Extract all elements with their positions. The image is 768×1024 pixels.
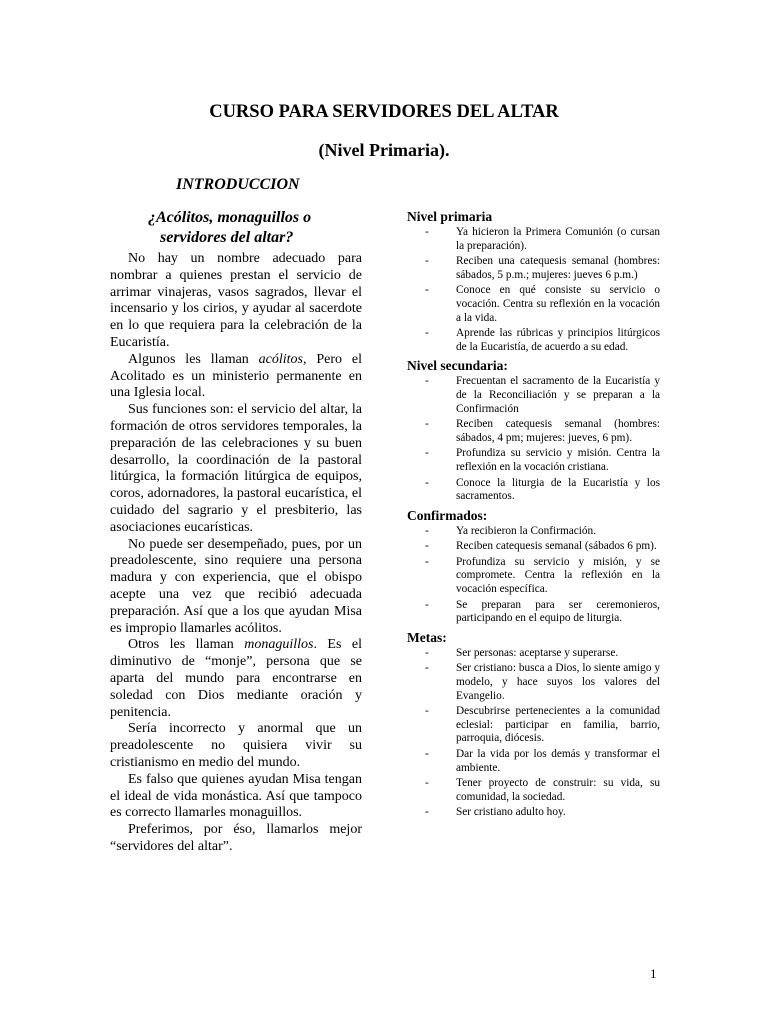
dash-bullet: -	[425, 555, 429, 568]
question-heading	[110, 208, 362, 248]
section-list	[407, 525, 660, 626]
dash-bullet: -	[425, 476, 429, 489]
section-list	[407, 226, 660, 354]
paragraph-text: , Pero el Acolitado es un ministerio permanente en una Iglesia local.	[110, 351, 362, 401]
section-heading: Nivel secundaria:	[407, 358, 508, 374]
document-subtitle: (Nivel Primaria).	[318, 140, 450, 160]
dash-bullet: -	[425, 748, 429, 760]
list-item	[407, 647, 660, 661]
intro-heading: INTRODUCCION	[176, 176, 300, 193]
dash-bullet: -	[425, 418, 429, 431]
right-column	[407, 208, 660, 823]
list-item-text: Conoce en qué consiste su servicio o vocación. Centra su reflexión en la vocación a la vida.	[456, 284, 660, 324]
body-paragraph	[110, 402, 362, 536]
body-paragraph	[110, 822, 362, 856]
dash-bullet: -	[425, 226, 429, 238]
list-item	[407, 777, 660, 804]
list-item	[407, 418, 660, 445]
body-paragraph	[110, 537, 362, 638]
paragraph-text: Algunos les llaman	[128, 351, 259, 367]
list-item	[407, 556, 660, 597]
list-item-text: Ser personas: aceptarse y superarse.	[456, 646, 619, 659]
list-item	[407, 806, 660, 820]
list-item	[407, 255, 660, 282]
dash-bullet: -	[425, 646, 429, 659]
dash-bullet: -	[425, 375, 429, 388]
dash-bullet: -	[425, 598, 429, 611]
paragraph-italic-term: acólitos	[258, 351, 304, 367]
list-item	[407, 375, 660, 416]
list-item-text: Se preparan para ser ceremonieros, participando en el equipo de liturgia.	[456, 598, 660, 625]
list-item-text: Reciben catequesis semanal (sábados 6 pm).	[456, 540, 657, 553]
paragraph-italic-term: monaguillos	[244, 637, 314, 653]
list-item-text: Conoce la liturgia de la Eucaristía y los sacramentos.	[456, 476, 660, 503]
list-item	[407, 748, 660, 775]
list-item	[407, 447, 660, 474]
document-title: CURSO PARA SERVIDORES DEL ALTAR	[209, 102, 559, 122]
list-item	[407, 599, 660, 626]
list-item-text: Ser cristiano: busca a Dios, lo siente amigo y modelo, y hace suyos los valores del Evangelio.	[456, 662, 660, 702]
body-paragraph	[110, 251, 362, 352]
list-item-text: Ya hicieron la Primera Comunión (o cursan la preparación).	[456, 226, 660, 252]
dash-bullet: -	[425, 806, 429, 819]
list-item	[407, 477, 660, 504]
list-item-text: Tener proyecto de construir: su vida, su comunidad, la sociedad.	[456, 777, 660, 803]
dash-bullet: -	[425, 540, 429, 553]
section-heading: Nivel primaria	[407, 209, 493, 224]
list-item-text: Reciben una catequesis semanal (hombres: sábados, 5 p.m.; mujeres: jueves 6 p.m.)	[456, 255, 660, 281]
paragraph-text: Preferimos, por éso, llamarlos mejor “servidores del altar”.	[110, 822, 362, 854]
body-paragraph	[110, 637, 362, 721]
body-paragraph	[110, 352, 362, 402]
list-item	[407, 705, 660, 746]
question-line: ¿Acólitos, monaguillos o	[148, 209, 312, 226]
paragraph-text: Sería incorrecto y anormal que un preadolescente no quisiera vivir su cristianismo en medio del mundo.	[110, 721, 362, 770]
paragraph-text: . Es el diminutivo de “monje”, persona que se aparta del mundo para encontrarse en soledad con Dios mediante oración y penitencia.	[110, 637, 362, 720]
section-list	[407, 375, 660, 503]
dash-bullet: -	[425, 284, 429, 297]
left-column	[110, 208, 362, 856]
list-item	[407, 525, 660, 539]
list-item-text: Ser cristiano adulto hoy.	[456, 806, 566, 819]
list-item	[407, 540, 660, 554]
dash-bullet: -	[425, 524, 429, 537]
dash-bullet: -	[425, 705, 429, 718]
paragraph-text: No puede ser desempeñado, pues, por un preadolescente, sino requiere una persona madura y con experiencia, que el obispo acepte una vez que recibió adecuada preparación. Así que a los que ayudan Misa es impropio llamarles acólitos.	[110, 536, 362, 636]
dash-bullet: -	[425, 255, 429, 268]
paragraph-text: No hay un nombre adecuado para nombrar a quienes prestan el servicio de arrimar vinajeras, vasos sagrados, llevar el incensario y los cirios, y ayudar al sacerdote en lo que requiera para la celebración de la Eucaristía.	[110, 251, 362, 350]
list-item-text: Aprende las rúbricas y principios litúrgicos de la Eucaristía, de acuerdo a su edad.	[456, 327, 660, 353]
list-item-text: Profundiza su servicio y misión. Centra la reflexión en la vocación cristiana.	[456, 447, 660, 473]
list-item-text: Ya recibieron la Confirmación.	[456, 524, 597, 537]
section-list	[407, 647, 660, 820]
dash-bullet: -	[425, 662, 429, 675]
paragraph-text: Sus funciones son: el servicio del altar, la formación de otros servidores temporales, la preparación de las celebraciones y su buen desarrollo, la coordinación de la pastoral litúrgica, la formación litúrgica de equipos, coros, adornadores, la pastoral eucarística, el cuidado del sagrario y el presbiterio, las asociaciones eucarísticas.	[110, 402, 362, 535]
dash-bullet: -	[425, 327, 429, 340]
body-paragraph	[110, 721, 362, 771]
section-heading: Confirmados:	[407, 507, 488, 523]
section-heading: Metas:	[407, 629, 447, 645]
list-item	[407, 226, 660, 253]
list-item	[407, 284, 660, 325]
list-item-text: Reciben catequesis semanal (hombres: sábados, 4 pm; mujeres: jueves, 6 pm).	[456, 418, 660, 444]
list-item	[407, 662, 660, 703]
dash-bullet: -	[425, 447, 429, 460]
dash-bullet: -	[425, 777, 429, 790]
paragraph-text: Otros les llaman	[128, 637, 245, 653]
list-item-text: Frecuentan el sacramento de la Eucaristía y de la Reconciliación y se preparan a la Confirmación	[456, 375, 660, 415]
list-item-text: Descubrirse pertenecientes a la comunidad eclesial: participar en familia, barrio, parroquia, diócesis.	[456, 705, 660, 745]
intro-paragraphs	[110, 251, 362, 856]
list-item-text: Profundiza su servicio y misión, y se compromete. Centra la reflexión en la vocación específica.	[456, 555, 660, 596]
question-line: servidores del altar?	[160, 229, 294, 246]
page-number: 1	[650, 966, 657, 981]
body-paragraph	[110, 772, 362, 822]
list-item	[407, 327, 660, 354]
list-item-text: Dar la vida por los demás y transformar el ambiente.	[456, 748, 660, 774]
paragraph-text: Es falso que quienes ayudan Misa tengan el ideal de vida monástica. Así que tampoco es correcto llamarles monaguillos.	[110, 771, 362, 821]
